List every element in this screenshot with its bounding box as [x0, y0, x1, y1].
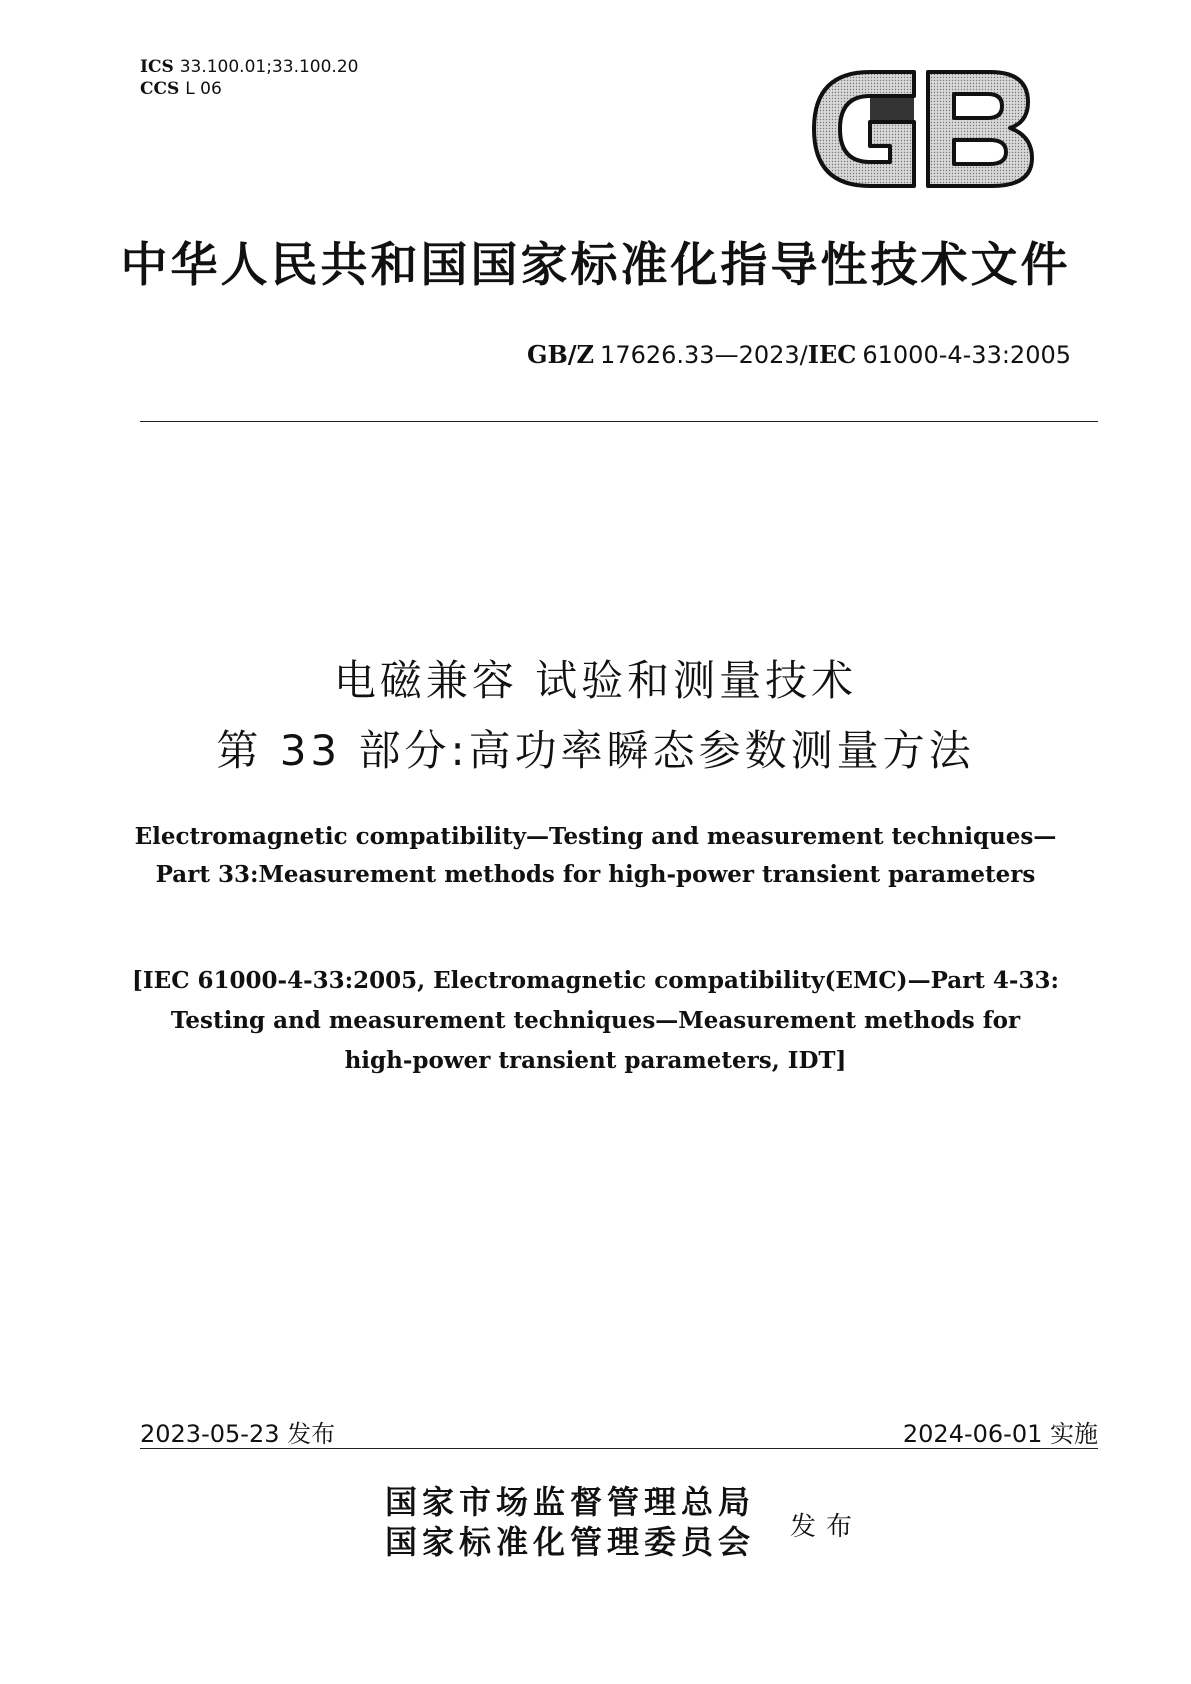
standard-iec-number: 61000-4-33:2005 — [862, 341, 1071, 369]
standard-national-number: 17626.33—2023/ — [600, 341, 808, 369]
document-type-title: 中华人民共和国国家标准化指导性技术文件 — [120, 238, 1071, 293]
issuing-authorities — [385, 1482, 755, 1562]
chinese-title-line-1: 电磁兼容 试验和测量技术 — [333, 656, 858, 705]
chinese-title-line-2: 第 33 部分:高功率瞬态参数测量方法 — [216, 726, 975, 775]
english-title-line-2: Part 33:Measurement methods for high-power transient parameters — [155, 861, 1036, 888]
issuer-sac: 国家标准化管理委员会 — [385, 1523, 756, 1561]
standard-prefix: GB/Z — [526, 340, 595, 369]
english-title-line-1: Electromagnetic compatibility—Testing and measurement techniques— — [134, 823, 1057, 850]
header-divider — [140, 421, 1098, 422]
footer-divider — [140, 1448, 1098, 1449]
classification-codes — [140, 56, 358, 100]
publish-date: 2023-05-23 发布 — [140, 1420, 336, 1448]
standard-number — [527, 340, 1071, 370]
standard-iec-prefix: IEC — [807, 340, 857, 369]
ccs-code: CCS L 06 — [140, 79, 222, 99]
ccs-value: L 06 — [185, 79, 222, 99]
iec-reference-line-1: [IEC 61000-4-33:2005, Electromagnetic compatibility(EMC)—Part 4-33: — [132, 967, 1059, 994]
gb-emblem-icon — [810, 70, 1034, 188]
ics-code: ICS 33.100.01;33.100.20 — [140, 57, 359, 77]
issue-label: 发布 — [790, 1512, 863, 1542]
ics-value: 33.100.01;33.100.20 — [179, 57, 359, 77]
implementation-date: 2024-06-01 实施 — [902, 1420, 1098, 1448]
iec-reference-line-2: Testing and measurement techniques—Measurement methods for — [170, 1007, 1021, 1034]
issuer-samr: 国家市场监督管理总局 — [385, 1483, 756, 1521]
iec-reference-line-3: high-power transient parameters, IDT] — [344, 1047, 847, 1074]
